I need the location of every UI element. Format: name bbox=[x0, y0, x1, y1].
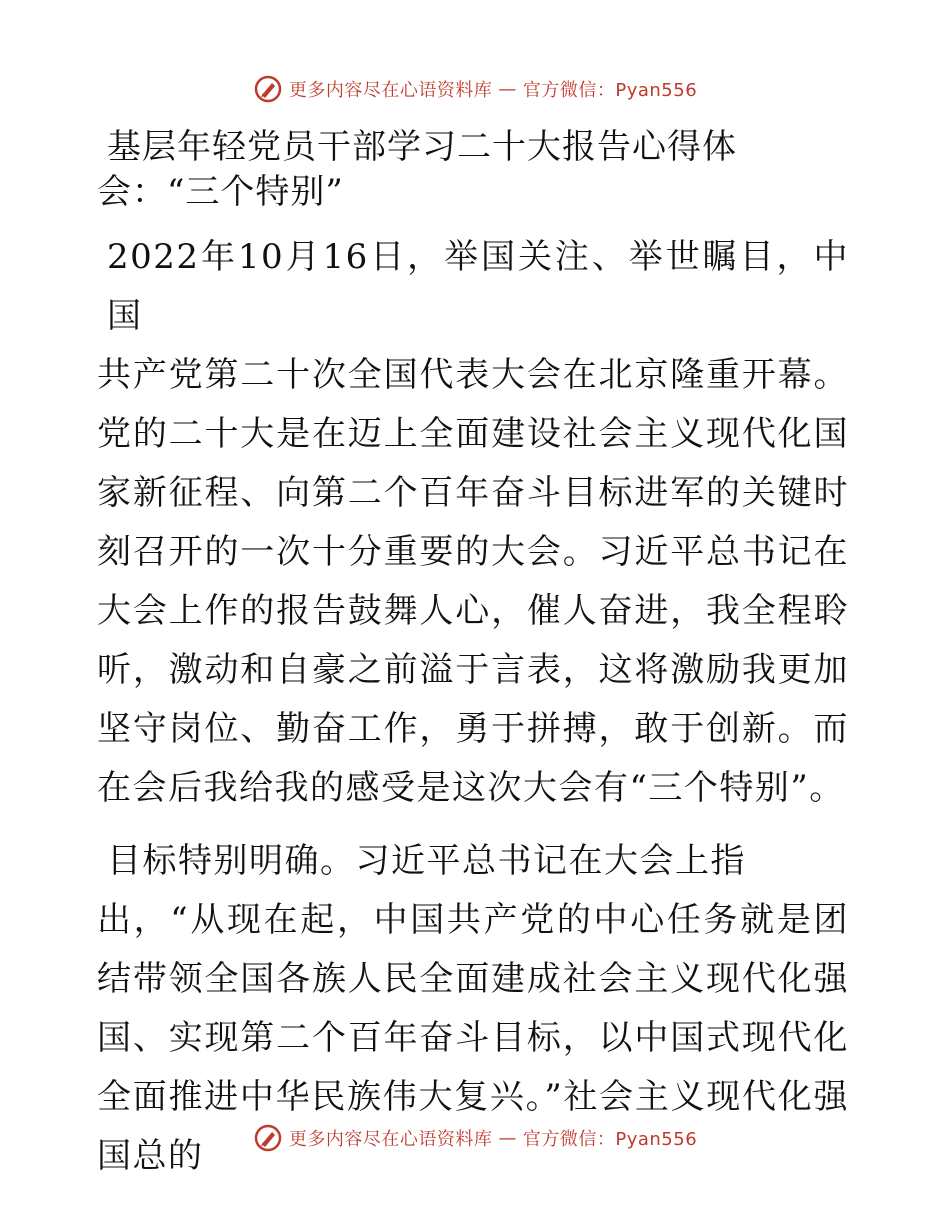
title-line-2: 会：“三个特别” bbox=[97, 172, 344, 212]
paragraph-2-rest: 出，“从现在起，中国共产党的中心任务就是团结带领全国各族人民全面建成社会主义现代化强国、实现第二个百年奋斗目标，以中国式现代化全面推进中华民族伟大复兴。”社会主义现代化强国总的 bbox=[97, 900, 849, 1176]
banner-separator: — bbox=[498, 1127, 517, 1149]
banner-text: 更多内容尽在心语资料库 bbox=[288, 1129, 493, 1150]
banner-text: 更多内容尽在心语资料库 bbox=[288, 80, 493, 101]
banner-separator: — bbox=[498, 78, 517, 100]
banner-contact: 官方微信：Pyan556 bbox=[522, 1129, 698, 1150]
paragraph-2-first-line: 目标特别明确。习近平总书记在大会上指 bbox=[107, 841, 746, 881]
paragraph-1-first-line: 2022年10月16日，举国关注、举世瞩目，中国 bbox=[107, 237, 849, 336]
banner-contact: 官方微信：Pyan556 bbox=[522, 80, 698, 101]
pen-logo-icon bbox=[253, 1123, 283, 1153]
watermark-banner-bottom bbox=[0, 1123, 950, 1153]
document-title bbox=[97, 125, 849, 215]
watermark-banner-top bbox=[0, 74, 950, 104]
document-body bbox=[97, 125, 849, 1186]
title-line-1: 基层年轻党员干部学习二十大报告心得体 bbox=[107, 127, 737, 167]
paragraph-1 bbox=[97, 228, 849, 818]
paragraph-1-rest: 共产党第二十次全国代表大会在北京隆重开幕。党的二十大是在迈上全面建设社会主义现代化国家新征程、向第二个百年奋斗目标进军的关键时刻召开的一次十分重要的大会。习近平总书记在大会上作的报告鼓舞人心，催人奋进，我全程聆听，激动和自豪之前溢于言表，这将激励我更加坚守岗位、勤奋工作，勇于拼搏，敢于创新。而在会后我给我的感受是这次大会有“三个特别”。 bbox=[97, 355, 849, 808]
pen-logo-icon bbox=[253, 74, 283, 104]
